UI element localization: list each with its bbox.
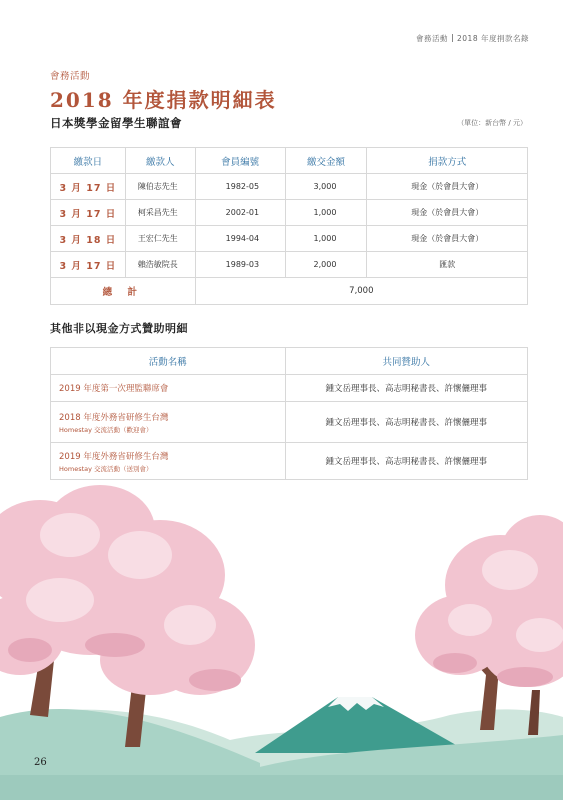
table-row bbox=[51, 443, 528, 480]
running-header-section: 會務活動 bbox=[416, 34, 449, 43]
cell-date: 3 月 18 日 bbox=[51, 226, 126, 252]
cell-amount: 1,000 bbox=[285, 226, 367, 252]
table-row bbox=[51, 174, 528, 200]
page-number: 26 bbox=[34, 757, 47, 768]
table-row bbox=[51, 375, 528, 402]
activity-name: 2019 年度外務省研修生台灣 bbox=[59, 451, 169, 462]
cell-amount: 2,000 bbox=[285, 252, 367, 278]
column-header-donor: 繳款人 bbox=[125, 148, 195, 174]
cell-method: 現金（於會員大會） bbox=[367, 226, 528, 252]
total-row bbox=[51, 278, 528, 305]
running-header-divider bbox=[452, 34, 453, 42]
cell-date: 3 月 17 日 bbox=[51, 174, 126, 200]
column-header-sponsors: 共同贊助人 bbox=[285, 348, 527, 375]
cell-sponsors: 鍾文岳理事長、高志明秘書長、許懷儷理事 bbox=[285, 402, 527, 443]
cell-member-no: 1994-04 bbox=[195, 226, 285, 252]
column-header-amount: 繳交金額 bbox=[285, 148, 367, 174]
page-title: 2018 年度捐款明細表 bbox=[50, 88, 277, 112]
cell-member-no: 2002-01 bbox=[195, 200, 285, 226]
sponsor-heading: 其他非以現金方式贊助明細 bbox=[50, 322, 188, 335]
donation-table bbox=[50, 147, 528, 305]
cell-donor: 陳伯志先生 bbox=[125, 174, 195, 200]
cell-sponsors: 鍾文岳理事長、高志明秘書長、許懷儷理事 bbox=[285, 375, 527, 402]
cell-member-no: 1982-05 bbox=[195, 174, 285, 200]
activity-subtitle: Homestay 交流活動（歡迎會） bbox=[59, 425, 153, 434]
cell-activity bbox=[51, 443, 286, 480]
sponsor-table-header-row bbox=[51, 348, 528, 375]
column-header-date: 繳款日 bbox=[51, 148, 126, 174]
section-tag: 會務活動 bbox=[50, 71, 91, 82]
total-amount: 7,000 bbox=[195, 278, 527, 305]
running-header-subtitle: 2018 年度捐款名錄 bbox=[457, 34, 529, 43]
ground-band bbox=[0, 775, 563, 800]
cell-method: 現金（於會員大會） bbox=[367, 174, 528, 200]
cell-donor: 王宏仁先生 bbox=[125, 226, 195, 252]
cell-amount: 3,000 bbox=[285, 174, 367, 200]
column-header-member-no: 會員編號 bbox=[195, 148, 285, 174]
cell-donor: 柯采昌先生 bbox=[125, 200, 195, 226]
column-header-activity: 活動名稱 bbox=[51, 348, 286, 375]
column-header-method: 捐款方式 bbox=[367, 148, 528, 174]
activity-name: 2018 年度外務省研修生台灣 bbox=[59, 412, 169, 423]
table-row bbox=[51, 226, 528, 252]
activity-subtitle: Homestay 交流活動（送別會） bbox=[59, 464, 153, 473]
table-row bbox=[51, 402, 528, 443]
activity-name: 2019 年度第一次理監聯席會 bbox=[59, 384, 169, 394]
sponsor-table bbox=[50, 347, 528, 480]
cell-activity bbox=[51, 402, 286, 443]
cherry-blossom-illustration bbox=[0, 485, 563, 800]
donation-table-header-row bbox=[51, 148, 528, 174]
unit-note: （單位：新台幣 / 元） bbox=[457, 119, 527, 127]
cell-donor: 賴浩敏院長 bbox=[125, 252, 195, 278]
cell-method: 匯款 bbox=[367, 252, 528, 278]
organization-name: 日本獎學金留學生聯誼會 bbox=[50, 116, 182, 130]
cell-sponsors: 鍾文岳理事長、高志明秘書長、許懷儷理事 bbox=[285, 443, 527, 480]
table-row bbox=[51, 200, 528, 226]
cell-amount: 1,000 bbox=[285, 200, 367, 226]
cell-date: 3 月 17 日 bbox=[51, 200, 126, 226]
total-label: 總 計 bbox=[51, 278, 196, 305]
cell-method: 現金（於會員大會） bbox=[367, 200, 528, 226]
cell-activity bbox=[51, 375, 286, 402]
table-row bbox=[51, 252, 528, 278]
cell-member-no: 1989-03 bbox=[195, 252, 285, 278]
cell-date: 3 月 17 日 bbox=[51, 252, 126, 278]
running-header bbox=[416, 33, 529, 44]
